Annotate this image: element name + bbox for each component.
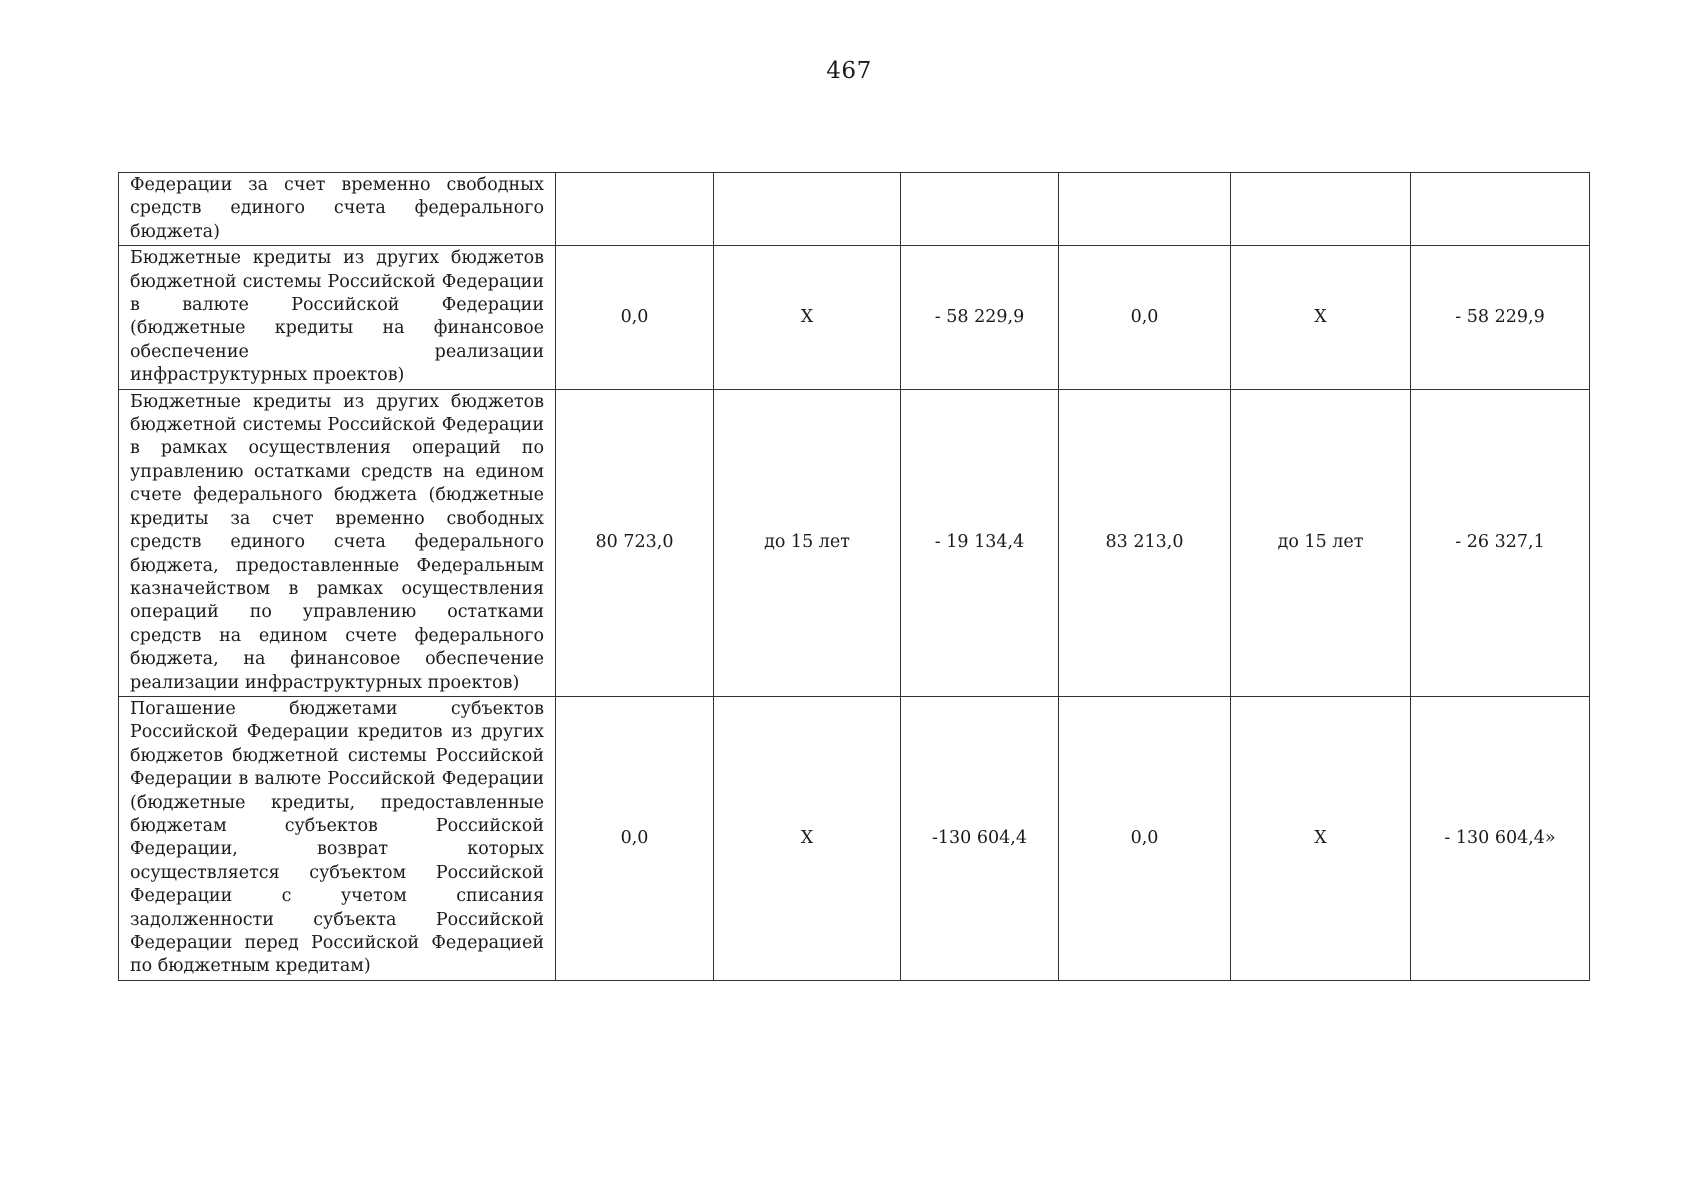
table-cell: 0,0 (556, 696, 714, 980)
row-description: Федерации за счет временно свободных средств единого счета федерального бюджета) (119, 173, 556, 246)
table-cell: Х (1231, 696, 1411, 980)
table-cell: до 15 лет (1231, 389, 1411, 696)
table-row (119, 696, 1590, 980)
table-cell: до 15 лет (714, 389, 901, 696)
table-cell (1059, 173, 1231, 246)
table-cell: Х (714, 696, 901, 980)
page-number: 467 (826, 58, 872, 84)
table-cell: - 26 327,1 (1411, 389, 1590, 696)
table-cell (556, 173, 714, 246)
table-cell: 83 213,0 (1059, 389, 1231, 696)
row-description: Погашение бюджетами субъектов Российской Федерации кредитов из других бюджетов бюджетной системы Российской Федерации в валюте Российской Федерации (бюджетные кредиты, предоставленные бюджетам субъектов Российской Федерации, возврат которых осуществляется субъектом Российской Федерации с учетом списания задолженности субъекта Российской Федерации перед Российской Федерацией по бюджетным кредитам) (119, 696, 556, 980)
table-row (119, 173, 1590, 246)
table-cell: -130 604,4 (901, 696, 1059, 980)
budget-credits-table (118, 172, 1590, 981)
table-row (119, 246, 1590, 389)
table-cell: 0,0 (1059, 246, 1231, 389)
table-cell: - 19 134,4 (901, 389, 1059, 696)
table-cell: 0,0 (1059, 696, 1231, 980)
row-description: Бюджетные кредиты из других бюджетов бюджетной системы Российской Федерации в рамках осуществления операций по управлению остатками средств на едином счете федерального бюджета (бюджетные кредиты за счет временно свободных средств единого счета федерального бюджета, предоставленные Федеральным казначейством в рамках осуществления операций по управлению остатками средств на едином счете федерального бюджета, на финансовое обеспечение реализации инфраструктурных проектов) (119, 389, 556, 696)
table-row (119, 389, 1590, 696)
table-cell: 80 723,0 (556, 389, 714, 696)
row-description: Бюджетные кредиты из других бюджетов бюджетной системы Российской Федерации в валюте Российской Федерации (бюджетные кредиты на финансовое обеспечение реализации инфраструктурных проектов) (119, 246, 556, 389)
table-cell (901, 173, 1059, 246)
table-cell: - 58 229,9 (1411, 246, 1590, 389)
table-cell: Х (1231, 246, 1411, 389)
table-cell: 0,0 (556, 246, 714, 389)
table-cell (1411, 173, 1590, 246)
table-cell: - 130 604,4» (1411, 696, 1590, 980)
table-cell (714, 173, 901, 246)
table-cell (1231, 173, 1411, 246)
table-cell: - 58 229,9 (901, 246, 1059, 389)
table-cell: Х (714, 246, 901, 389)
